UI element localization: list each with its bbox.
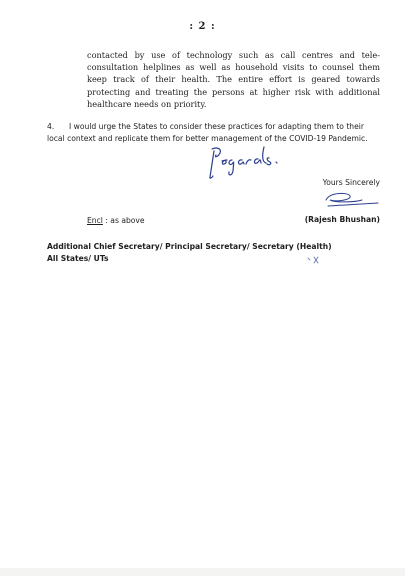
paragraph-4-text: I would urge the States to consider these practices for adapting them to their local context and replicate them for better management of the COVID-19 Pandemic. [47, 122, 368, 144]
scan-edge [0, 568, 405, 576]
page-number: : 2 : [189, 21, 216, 32]
signer-name: (Rajesh Bhushan) [304, 215, 380, 224]
paragraph-continued: contacted by use of technology such as call centres and tele-consultation helplines as well as household visits to counsel them keep track of their health. The entire effort is geared towards protecting and treating the persons at higher risk with additional healthcare needs on priority. [87, 50, 380, 109]
paragraph-number: 4. [47, 122, 55, 131]
ink-mark [304, 254, 324, 266]
regards-handwritten [206, 143, 296, 181]
addressee-line-2: All States/ UTs [47, 254, 109, 263]
addressee-line-1: Additional Chief Secretary/ Principal Secretary/ Secretary (Health) [47, 242, 332, 251]
enclosure-text: : as above [102, 216, 145, 225]
enclosure-label: Encl [87, 216, 103, 225]
enclosure-line [87, 216, 145, 225]
signature [322, 188, 382, 212]
yours-sincerely: Yours Sincerely [322, 178, 380, 187]
